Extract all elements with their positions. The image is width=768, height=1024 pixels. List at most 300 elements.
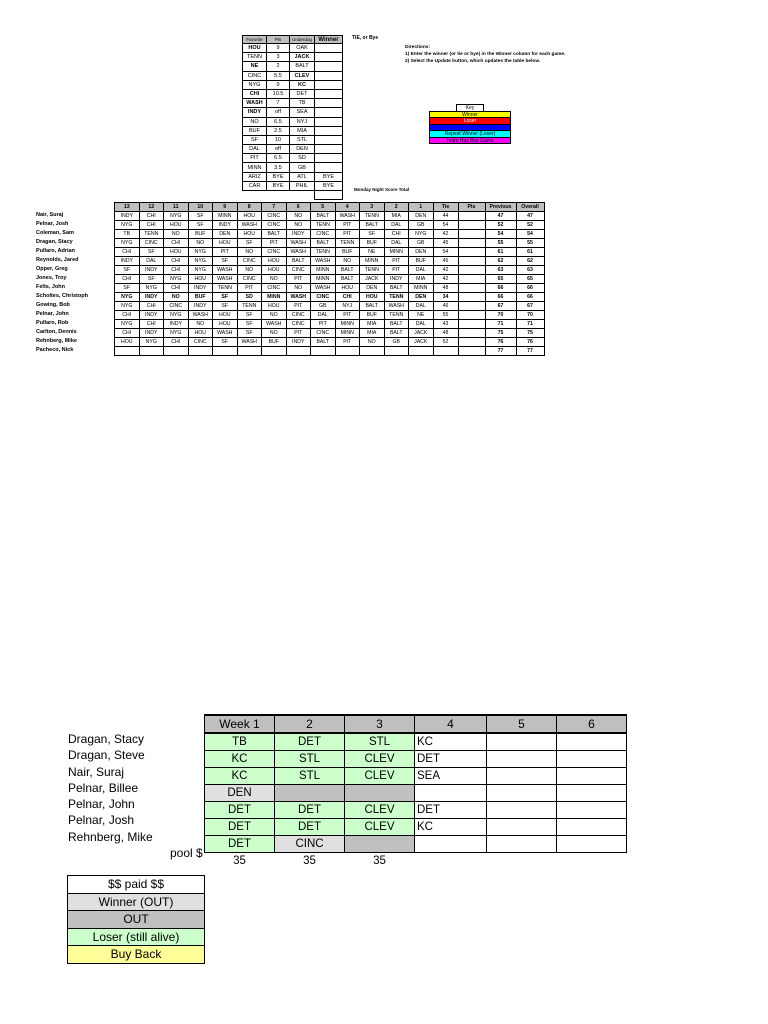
pick-cell: NO [286, 212, 311, 221]
key-item: Team Has Bye Game [429, 137, 511, 145]
legend-item: $$ paid $$ [67, 875, 205, 894]
pick-cell: INDY [139, 266, 164, 275]
game-row [243, 89, 343, 98]
pick-cell: DAL [384, 221, 409, 230]
pick-cell: HOU [115, 338, 140, 347]
survivor-pick [557, 802, 627, 819]
pick-cell: 54 [433, 221, 458, 230]
picks-row [115, 266, 545, 275]
pick-cell: INDY [139, 311, 164, 320]
monday-night-label: Monday Night Score Total [354, 187, 410, 192]
spacer-cell [267, 191, 290, 200]
pick-cell: PIT [286, 302, 311, 311]
pick-cell: 54 [516, 230, 544, 239]
pick-cell: NO [164, 293, 189, 302]
underdog-cell: JACK [290, 53, 315, 62]
pick-cell: DAL [409, 320, 434, 329]
pool-amount [557, 853, 627, 870]
winner-cell[interactable]: BYE [315, 181, 343, 190]
pick-cell: INDY [286, 230, 311, 239]
picks-row [115, 302, 545, 311]
survivor-pick [487, 836, 557, 853]
game-row [243, 44, 343, 53]
pick-cell [458, 320, 485, 329]
pick-cell: WASH [237, 221, 262, 230]
survivor-pick: DET [275, 819, 345, 836]
survivor-name: Rehnberg, Mike [68, 829, 153, 844]
pts-cell: BYE [267, 172, 290, 181]
pick-cell: CINC [286, 266, 311, 275]
key-item: Winner [429, 111, 511, 119]
pick-cell: NO [286, 284, 311, 293]
pick-cell: CHI [115, 275, 140, 284]
survivor-pick: CLEV [345, 768, 415, 785]
winner-cell[interactable] [315, 71, 343, 80]
favorite-cell: DAL [243, 145, 267, 154]
picks-row [115, 248, 545, 257]
pick-cell: CHI [139, 212, 164, 221]
pick-cell: WASH [213, 266, 238, 275]
pick-cell: WASH [286, 248, 311, 257]
pick-cell: BALT [384, 320, 409, 329]
survivor-pick [557, 768, 627, 785]
pick-cell: CHI [139, 320, 164, 329]
pick-cell: SF [115, 284, 140, 293]
pick-cell: BALT [360, 221, 385, 230]
player-name: Pacheco, Nick [36, 347, 74, 353]
pick-cell: 47 [485, 212, 516, 221]
pick-cell: SD [237, 293, 262, 302]
pick-cell: 44 [433, 212, 458, 221]
color-key [429, 105, 511, 144]
game-row [243, 99, 343, 108]
pick-cell: CHI [384, 230, 409, 239]
survivor-row [205, 802, 627, 819]
pick-cell: GB [311, 302, 336, 311]
pick-cell: NO [188, 320, 213, 329]
pick-cell: HOU [237, 230, 262, 239]
pick-cell: DEN [360, 284, 385, 293]
pick-cell: NYG [115, 302, 140, 311]
pick-cell: SF [237, 329, 262, 338]
pick-cell: NYG [164, 212, 189, 221]
favorite-cell: CINC [243, 71, 267, 80]
pool-amount [415, 853, 487, 870]
week-header: 4 [415, 715, 487, 733]
player-name: Reynolds, Jared [36, 257, 79, 263]
pick-cell: 45 [433, 239, 458, 248]
pick-cell: 52 [485, 221, 516, 230]
pick-cell: WASH [262, 320, 287, 329]
underdog-cell: STL [290, 135, 315, 144]
pick-cell: INDY [115, 212, 140, 221]
pick-cell [360, 347, 385, 356]
pts-header: Pts [267, 36, 290, 44]
pick-cell: 67 [485, 302, 516, 311]
picks-row [115, 275, 545, 284]
pick-cell: CINC [262, 284, 287, 293]
survivor-pick: KC [415, 733, 487, 751]
pick-cell: 75 [516, 329, 544, 338]
pick-cell: CINC [139, 239, 164, 248]
game-row [243, 71, 343, 80]
pick-cell: NYG [188, 257, 213, 266]
game-row [243, 135, 343, 144]
pts-cell: 3.5 [267, 163, 290, 172]
pick-cell: SF [237, 320, 262, 329]
pick-cell: 66 [516, 293, 544, 302]
picks-header-cell: 8 [237, 203, 262, 212]
pick-cell: CHI [164, 239, 189, 248]
picks-header-cell: 11 [164, 203, 189, 212]
pick-cell: CINC [311, 329, 336, 338]
pick-cell [458, 230, 485, 239]
pick-cell: DAL [409, 266, 434, 275]
winner-cell[interactable] [315, 62, 343, 71]
picks-row [115, 284, 545, 293]
pick-cell: NE [409, 311, 434, 320]
pts-cell: 3 [267, 53, 290, 62]
picks-row [115, 212, 545, 221]
picks-row [115, 239, 545, 248]
pick-cell [458, 284, 485, 293]
pts-cell: 10 [267, 135, 290, 144]
favorite-cell: SF [243, 135, 267, 144]
underdog-header: Underdog [290, 36, 315, 44]
directions-step-2: 2) Select the Update button, which updates the table below. [405, 59, 541, 64]
pick-cell: INDY [384, 275, 409, 284]
pick-cell: CHI [115, 329, 140, 338]
winner-cell[interactable] [315, 89, 343, 98]
winner-cell[interactable] [315, 99, 343, 108]
pick-cell: 47 [516, 212, 544, 221]
pick-cell: 70 [485, 311, 516, 320]
winner-cell[interactable] [315, 44, 343, 53]
week-header: 3 [345, 715, 415, 733]
pick-cell: BALT [262, 230, 287, 239]
pick-cell: NO [188, 239, 213, 248]
winner-cell[interactable] [315, 108, 343, 117]
pick-cell: JACK [409, 329, 434, 338]
survivor-row [205, 733, 627, 751]
favorite-cell: NO [243, 117, 267, 126]
pick-cell [458, 248, 485, 257]
winner-cell[interactable]: BYE [315, 172, 343, 181]
picks-header-cell: 7 [262, 203, 287, 212]
pick-cell: PIT [384, 266, 409, 275]
picks-header-cell: Tie [433, 203, 458, 212]
pick-cell: 70 [516, 311, 544, 320]
picks-header-cell: 3 [360, 203, 385, 212]
pick-cell: 77 [485, 347, 516, 356]
monday-score-cell[interactable] [315, 191, 343, 200]
pick-cell: 45 [433, 257, 458, 266]
pick-cell: HOU [213, 239, 238, 248]
pick-cell: 65 [485, 275, 516, 284]
pick-cell: DEN [409, 248, 434, 257]
pick-cell: HOU [164, 248, 189, 257]
underdog-cell: GB [290, 163, 315, 172]
survivor-pick [557, 819, 627, 836]
pick-cell: BUF [360, 239, 385, 248]
legend-item: OUT [67, 910, 205, 929]
survivor-pick [487, 751, 557, 768]
spacer-cell [290, 191, 315, 200]
player-name: Jones, Troy [36, 275, 67, 281]
pick-cell: DAL [311, 311, 336, 320]
survivor-row [205, 785, 627, 802]
underdog-cell: KC [290, 80, 315, 89]
directions [405, 44, 565, 65]
winner-cell[interactable] [315, 145, 343, 154]
player-name: Gowing, Bob [36, 302, 70, 308]
pick-cell [409, 347, 434, 356]
game-row [243, 53, 343, 62]
pts-cell: off [267, 108, 290, 117]
pick-cell: INDY [139, 329, 164, 338]
survivor-name: Pelnar, Josh [68, 813, 135, 828]
survivor-name: Nair, Suraj [68, 764, 125, 779]
pick-cell [433, 347, 458, 356]
pick-cell: DAL [384, 239, 409, 248]
pick-cell: 42 [433, 266, 458, 275]
pick-cell: SF [115, 266, 140, 275]
pick-cell: PIT [213, 248, 238, 257]
pick-cell: SF [237, 311, 262, 320]
pick-cell [458, 275, 485, 284]
pick-cell: MIA [384, 212, 409, 221]
pts-cell: 2 [267, 62, 290, 71]
pick-cell: CINC [286, 320, 311, 329]
pick-cell: INDY [188, 302, 213, 311]
pick-cell: BALT [384, 284, 409, 293]
survivor-pick: KC [205, 751, 275, 768]
winner-cell[interactable] [315, 80, 343, 89]
picks-row [115, 320, 545, 329]
pick-cell: NO [335, 257, 360, 266]
underdog-cell: ATL [290, 172, 315, 181]
underdog-cell: DET [290, 89, 315, 98]
pick-cell: TENN [311, 221, 336, 230]
pick-cell: 66 [516, 284, 544, 293]
pick-cell: TB [115, 230, 140, 239]
picks-header-cell: 5 [311, 203, 336, 212]
player-name: Opper, Greg [36, 266, 68, 272]
game-row [243, 181, 343, 190]
pick-cell: PIT [335, 311, 360, 320]
pick-cell [458, 293, 485, 302]
picks-row [115, 347, 545, 356]
pick-cell: DEN [409, 293, 434, 302]
pick-cell: SF [139, 275, 164, 284]
directions-step-1: 1) Enter the winner (or tie or bye) in the Winner column for each game. [405, 52, 566, 57]
pick-cell [311, 347, 336, 356]
pick-cell: PIT [335, 338, 360, 347]
pick-cell: PIT [286, 329, 311, 338]
pick-cell: BALT [360, 302, 385, 311]
underdog-cell: CLEV [290, 71, 315, 80]
pick-cell: MINN [409, 284, 434, 293]
pick-cell: CINC [262, 248, 287, 257]
pick-cell: CINC [188, 338, 213, 347]
favorite-cell: CHI [243, 89, 267, 98]
game-row [243, 172, 343, 181]
pts-cell: 5.5 [267, 71, 290, 80]
survivor-pick: DET [415, 802, 487, 819]
survivor-pick: STL [345, 733, 415, 751]
pick-cell: SF [213, 293, 238, 302]
survivor-name: Pelnar, Billee [68, 780, 139, 795]
survivor-row [205, 768, 627, 785]
pick-cell [115, 347, 140, 356]
pick-cell: BALT [335, 266, 360, 275]
pool-amount: 35 [373, 855, 386, 867]
pick-cell: TENN [311, 248, 336, 257]
winner-cell[interactable] [315, 53, 343, 62]
pick-cell: 42 [433, 230, 458, 239]
survivor-pick: STL [275, 768, 345, 785]
survivor-pick [557, 836, 627, 853]
underdog-cell: PHIL [290, 181, 315, 190]
pick-cell: 48 [433, 329, 458, 338]
picks-header-cell: Pts [458, 203, 485, 212]
player-name: Dragan, Stacy [36, 239, 73, 245]
survivor-pick: CLEV [345, 819, 415, 836]
pick-cell: NYG [188, 266, 213, 275]
pick-cell: HOU [164, 221, 189, 230]
pick-cell [458, 338, 485, 347]
pick-cell: 42 [433, 275, 458, 284]
pick-cell: PIT [311, 320, 336, 329]
pick-cell: TENN [237, 302, 262, 311]
pick-cell: NE [360, 248, 385, 257]
legend-item: Winner (OUT) [67, 893, 205, 912]
pick-cell: NO [237, 266, 262, 275]
pick-cell: MINN [360, 257, 385, 266]
winner-cell[interactable] [315, 154, 343, 163]
pick-cell: CHI [335, 293, 360, 302]
survivor-row [205, 819, 627, 836]
favorite-cell: HOU [243, 44, 267, 53]
pick-cell: DEN [213, 230, 238, 239]
picks-header-cell: 1 [409, 203, 434, 212]
survivor-pick: TB [205, 733, 275, 751]
pick-cell: NO [360, 338, 385, 347]
week-header: 6 [557, 715, 627, 733]
survivor-pick: CINC [275, 836, 345, 853]
pick-cell: WASH [237, 338, 262, 347]
games-table [242, 35, 343, 200]
picks-header-cell: 9 [213, 203, 238, 212]
favorite-cell: NE [243, 62, 267, 71]
pick-cell: TENN [335, 239, 360, 248]
pick-cell: NO [164, 230, 189, 239]
pick-cell: SF [213, 338, 238, 347]
pick-cell: BALT [311, 212, 336, 221]
pool-amount: 35 [303, 855, 316, 867]
pick-cell [458, 212, 485, 221]
picks-row [115, 221, 545, 230]
pick-cell: CINC [164, 302, 189, 311]
pick-cell: BALT [311, 338, 336, 347]
pick-cell: PIT [384, 257, 409, 266]
player-name: Coleman, Sam [36, 230, 74, 236]
pick-cell: NO [286, 221, 311, 230]
favorite-cell: TENN [243, 53, 267, 62]
pts-cell: 6.5 [267, 154, 290, 163]
game-row [243, 108, 343, 117]
favorite-cell: ARIZ [243, 172, 267, 181]
pick-cell: BUF [360, 311, 385, 320]
survivor-names [68, 731, 153, 845]
pick-cell [458, 302, 485, 311]
pick-cell: MINN [384, 248, 409, 257]
survivor-pick [487, 733, 557, 751]
pick-cell: HOU [237, 212, 262, 221]
pick-cell: NO [262, 311, 287, 320]
picks-header-cell: 13 [115, 203, 140, 212]
survivor-pick: DET [415, 751, 487, 768]
pick-cell: CHI [115, 311, 140, 320]
directions-title: Directions: [405, 45, 431, 50]
week-header: 5 [487, 715, 557, 733]
pts-cell: 9 [267, 80, 290, 89]
winner-cell[interactable] [315, 135, 343, 144]
pick-cell: 66 [485, 284, 516, 293]
pool-row [205, 853, 627, 870]
pick-cell: WASH [286, 239, 311, 248]
pick-cell: CINC [262, 212, 287, 221]
pick-cell: CHI [164, 266, 189, 275]
pick-cell: NYG [164, 275, 189, 284]
survivor-pick: KC [205, 768, 275, 785]
winner-cell[interactable] [315, 117, 343, 126]
pick-cell [384, 347, 409, 356]
survivor-pick [415, 836, 487, 853]
pick-cell: 61 [516, 248, 544, 257]
pick-cell: 54 [433, 248, 458, 257]
pick-cell: TENN [213, 284, 238, 293]
pick-cell: MIA [360, 320, 385, 329]
pick-cell: 65 [516, 275, 544, 284]
pick-cell: 52 [516, 221, 544, 230]
pick-cell: BUF [409, 257, 434, 266]
pick-cell: HOU [262, 266, 287, 275]
pick-cell: PIT [286, 275, 311, 284]
pick-cell: HOU [213, 311, 238, 320]
winner-cell[interactable] [315, 126, 343, 135]
survivor-pick: DET [205, 819, 275, 836]
player-name: Pelnar, John [36, 311, 69, 317]
legend-item: Loser (still alive) [67, 928, 205, 947]
pool-amount: 35 [233, 855, 246, 867]
player-name: Nair, Suraj [36, 212, 64, 218]
underdog-cell: SEA [290, 108, 315, 117]
player-names [36, 211, 88, 355]
pick-cell: MIA [360, 329, 385, 338]
pick-cell: 66 [485, 293, 516, 302]
survivor-header-row [205, 715, 627, 733]
picks-header-cell: Overall [516, 203, 544, 212]
picks-table [114, 202, 545, 356]
underdog-cell: SD [290, 154, 315, 163]
pool-amount [487, 853, 557, 870]
survivor-pick [487, 819, 557, 836]
pick-cell: SF [213, 257, 238, 266]
winner-cell[interactable] [315, 163, 343, 172]
pick-cell [335, 347, 360, 356]
pick-cell: NYJ [335, 302, 360, 311]
